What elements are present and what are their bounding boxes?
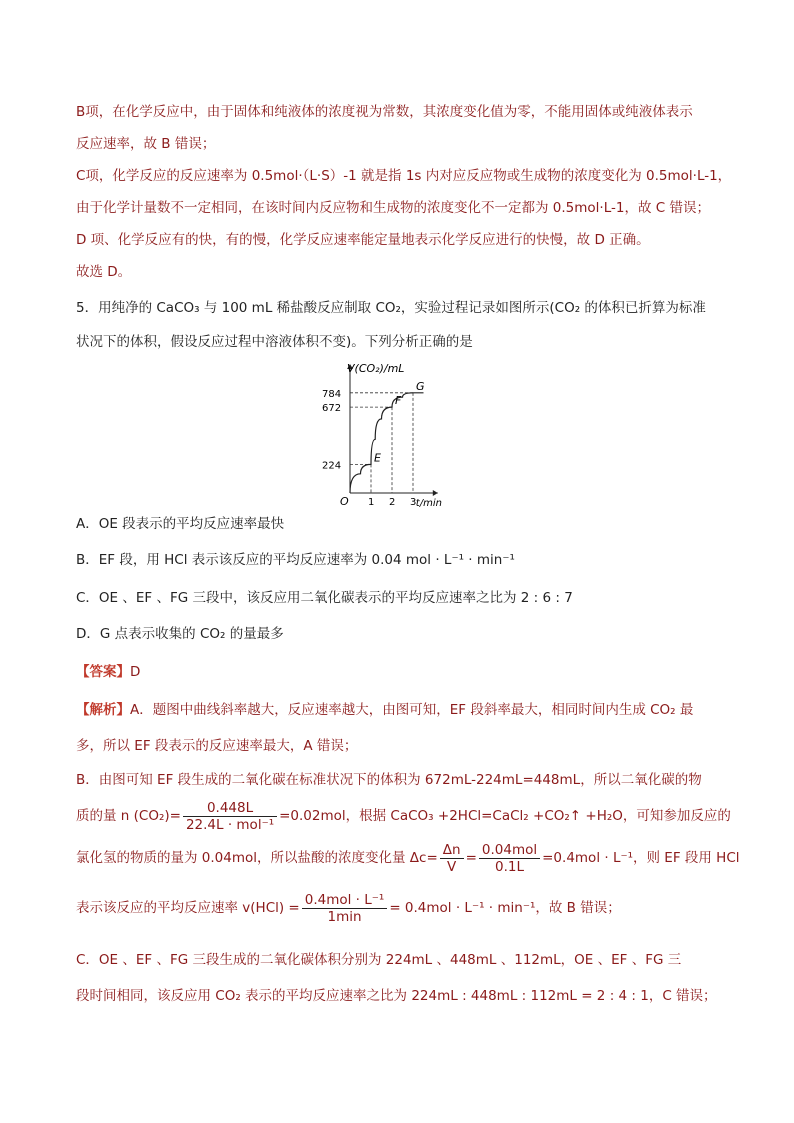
analysis-b-line2-pre: 质的量 n (CO₂)= [76,808,181,824]
point-label-g: G [416,379,425,393]
analysis-b-line4 [76,888,621,928]
answer-line [76,662,140,682]
y-tick-label: 224 [322,460,342,472]
fraction-denominator: 1min [327,908,362,925]
fraction-dn-v [440,842,464,875]
x-axis-label: t/min [415,498,442,509]
analysis-b-line3 [76,838,740,878]
point-label-e: E [374,451,381,465]
analysis-a-text1: A．题图中曲线斜率越大，反应速率越大，由图可知，EF 段斜率最大，相同时间内生成 CO₂ 最 [130,702,694,718]
fraction-numerator: 0.04mol [479,842,540,859]
analysis-b-line2 [76,796,731,836]
option-a: A．OE 段表示的平均反应速率最快 [76,516,285,532]
analysis-b-line3-pre: 氯化氢的物质的量为 0.04mol，所以盐酸的浓度变化量 Δc= [76,850,438,866]
volume-curve [350,393,424,493]
origin-label: O [340,495,349,508]
analysis-b-eq: = [465,850,477,866]
x-axis-arrow [433,490,438,496]
fraction-moles-co2 [183,800,277,833]
sol-d-line: D 项、化学反应有的快，有的慢，化学反应速率能定量地表示化学反应进行的快慢，故 D 正确。 [76,232,650,248]
y-tick-label: 672 [322,403,342,415]
analysis-b-line1: B．由图可知 EF 段生成的二氧化碳在标准状况下的体积为 672mL-224mL=448mL，所以二氧化碳的物 [76,772,702,788]
y-axis-label: V(CO₂)/mL [347,362,405,375]
y-tick-label: 784 [322,388,342,400]
analysis-tag: 【解析】 [76,702,130,718]
co2-volume-chart [310,360,480,510]
option-b: B．EF 段，用 HCl 表示该反应的平均反应速率为 0.04 mol · L⁻¹ · min⁻¹ [76,552,515,568]
analysis-c-line2: 段时间相同，该反应用 CO₂ 表示的平均反应速率之比为 224mL : 448mL : 112mL = 2 : 4 : 1，C 错误； [76,988,717,1004]
option-c: C．OE 、EF 、FG 三段中，该反应用二氧化碳表示的平均反应速率之比为 2 : 6 : 7 [76,590,573,606]
sol-c-line2: 由于化学计量数不一定相同，在该时间内反应物和生成物的浓度变化不一定都为 0.5mol·L-1，故 C 错误； [76,200,710,216]
answer-tag: 【答案】 [76,664,130,680]
analysis-a-line2: 多，所以 EF 段表示的反应速率最大，A 错误； [76,738,358,754]
x-tick-label: 2 [389,497,396,508]
answer-value: D [130,664,141,680]
sol-b-line2: 反应速率，故 B 错误； [76,136,216,152]
option-d: D．G 点表示收集的 CO₂ 的量最多 [76,626,284,642]
fraction-denominator: V [447,858,457,875]
analysis-c-line1: C．OE 、EF 、FG 三段生成的二氧化碳体积分别为 224mL 、448mL 、112mL，OE 、EF 、FG 三 [76,952,682,968]
x-tick-label: 3 [410,497,417,508]
analysis-b-line4-pre: 表示该反应的平均反应速率 v(HCl) = [76,900,300,916]
fraction-rate [302,892,388,925]
fraction-denominator: 0.1L [495,858,524,875]
fraction-concentration [479,842,540,875]
fraction-numerator: Δn [440,842,464,859]
analysis-b-line3-post: =0.4mol · L⁻¹，则 EF 段用 HCl [542,850,740,866]
sol-choose: 故选 D。 [76,264,132,280]
sol-c-line1: C项，化学反应的反应速率为 0.5mol·（L·S）-1 就是指 1s 内对应反应物或生成物的浓度变化为 0.5mol·L-1， [76,168,732,184]
analysis-b-line4-post: = 0.4mol · L⁻¹ · min⁻¹，故 B 错误； [389,900,621,916]
x-tick-label: 1 [368,497,375,508]
fraction-denominator: 22.4L · mol⁻¹ [185,816,275,833]
fraction-numerator: 0.4mol · L⁻¹ [302,892,388,909]
fraction-numerator: 0.448L [183,800,277,817]
question-line2: 状况下的体积，假设反应过程中溶液体积不变)。下列分析正确的是 [76,334,473,350]
analysis-a-line1 [76,700,693,720]
analysis-b-line2-post: =0.02mol，根据 CaCO₃ +2HCl=CaCl₂ +CO₂↑ +H₂O，可知参加反应的 [279,808,731,824]
question-line1: 5．用纯净的 CaCO₃ 与 100 mL 稀盐酸反应制取 CO₂，实验过程记录如图所示(CO₂ 的体积已折算为标准 [76,300,706,316]
point-label-f: F [395,394,402,408]
sol-b-line1: B项，在化学反应中，由于固体和纯液体的浓度视为常数，其浓度变化值为零，不能用固体或纯液体表示 [76,104,693,120]
